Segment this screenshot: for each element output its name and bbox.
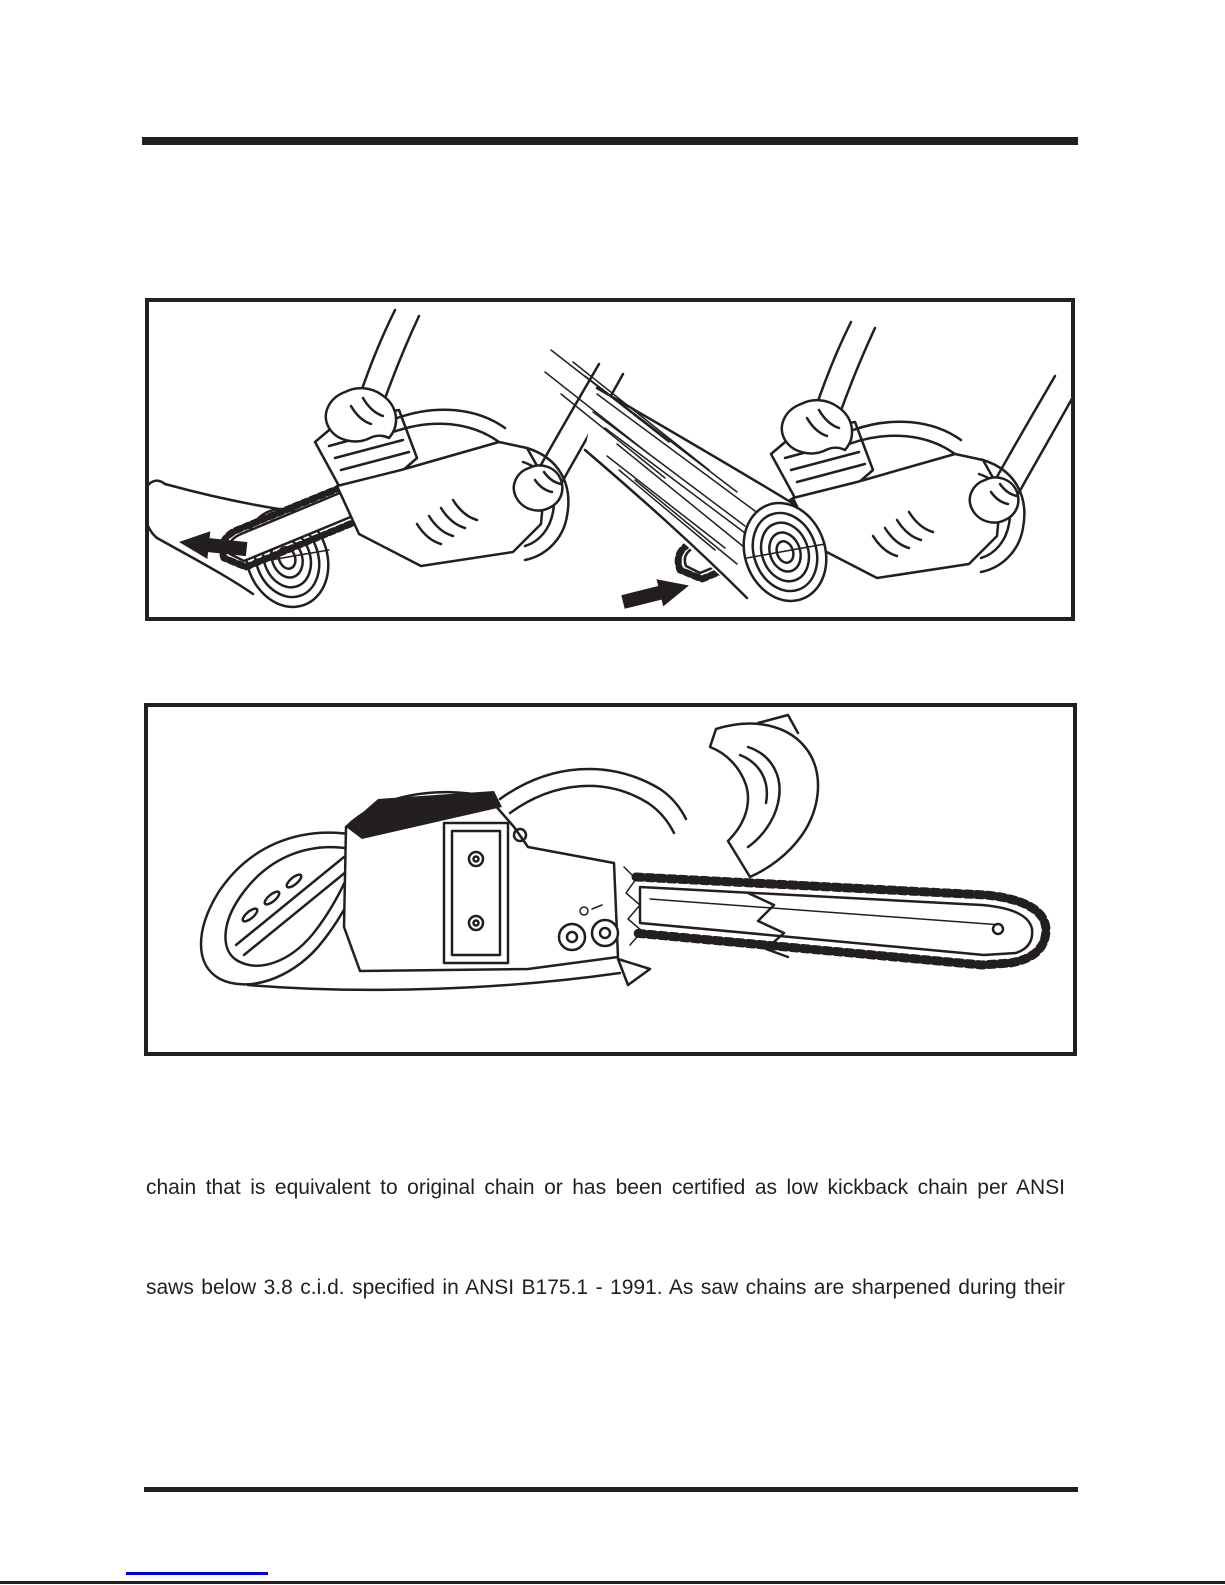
figure-frame-chainsaw-side xyxy=(144,703,1077,1056)
chainsaw-side-view-illustration xyxy=(148,707,1073,1052)
body-text-line-1: chain that is equivalent to original chain or has been certified as low kickback chain per ANSI xyxy=(146,1176,1065,1199)
figure-frame-bucking xyxy=(145,298,1075,621)
chainsaw-side-view xyxy=(201,715,1046,990)
bottom-divider xyxy=(144,1487,1078,1492)
bucking-illustration xyxy=(149,302,1071,617)
footer-link-underline[interactable] xyxy=(126,1572,268,1575)
feed-direction-right-arrow-icon xyxy=(620,572,693,616)
top-divider xyxy=(142,137,1078,145)
page-edge-line xyxy=(0,1581,1225,1584)
bucking-right-illustration xyxy=(545,322,1071,616)
bucking-left-illustration xyxy=(149,310,623,617)
body-text-line-2: saws below 3.8 c.i.d. specified in ANSI B175.1 - 1991. As saw chains are sharpened during their xyxy=(146,1276,1065,1299)
